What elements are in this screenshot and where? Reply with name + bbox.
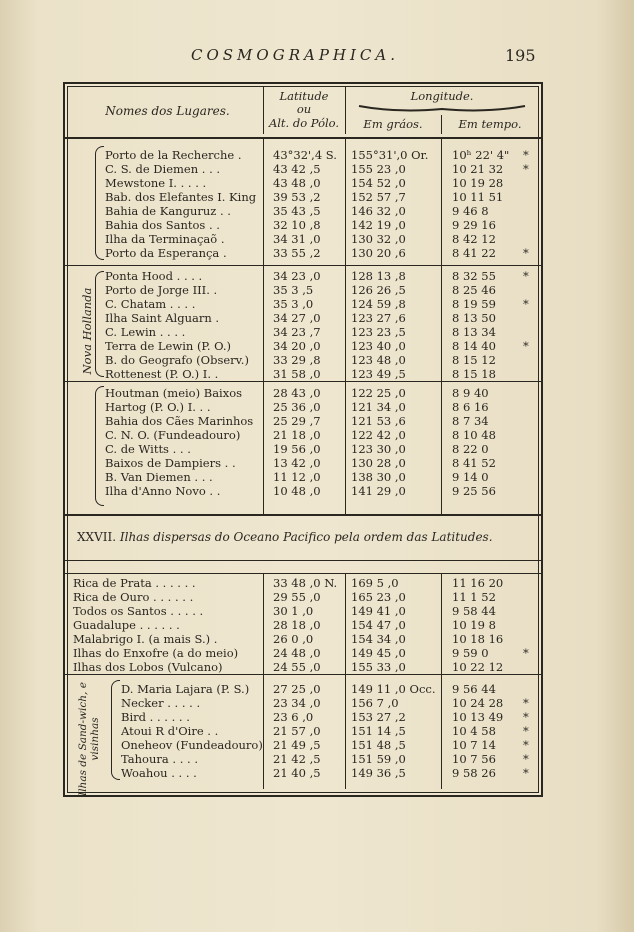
table-row (65, 442, 541, 456)
cell-name: Todos os Santos . . . . . (73, 604, 204, 618)
cell-lat: 43°32',4 S. (273, 148, 337, 162)
cell-lon: 154 47 ,0 (351, 618, 406, 632)
cell-lon: 151 14 ,5 (351, 724, 406, 738)
cell-star: * (523, 766, 529, 780)
cell-time: 8 9 40 (452, 386, 489, 400)
cell-lat: 34 23 ,0 (273, 269, 321, 283)
cell-lat: 35 3 ,0 (273, 297, 314, 311)
cell-lat: 25 36 ,0 (273, 400, 321, 414)
cell-time: 11 16 20 (452, 576, 504, 590)
cell-time: 8 19 59 (452, 297, 496, 311)
cell-lon: 169 5 ,0 (351, 576, 399, 590)
cell-lat: 34 27 ,0 (273, 311, 321, 325)
cell-time: 10 22 12 (452, 660, 504, 674)
cell-name: D. Maria Lajara (P. S.) (121, 682, 250, 696)
cell-name: Woahou . . . . (121, 766, 197, 780)
table-row (65, 325, 541, 339)
cell-lon: 149 41 ,0 (351, 604, 406, 618)
cell-lat: 39 53 ,2 (273, 190, 321, 204)
cell-star: * (523, 269, 529, 283)
cell-name: Ponta Hood . . . . (105, 269, 203, 283)
table-row (65, 632, 541, 646)
cell-star: * (523, 724, 529, 738)
cell-lat: 43 48 ,0 (273, 176, 321, 190)
cell-name: Bahia dos Santos . . (105, 218, 220, 232)
header-longitude: Longitude. (410, 89, 474, 103)
cell-name: Bab. dos Elefantes I. King (105, 190, 257, 204)
cell-lat: 21 49 ,5 (273, 738, 321, 752)
cell-lon: 151 59 ,0 (351, 752, 406, 766)
cell-time: 9 25 56 (452, 484, 496, 498)
section-title: Ilhas dispersas do Oceano Pacifico pela ordem das Latitudes. (119, 530, 493, 544)
table-row (65, 283, 541, 297)
cell-star: * (523, 752, 529, 766)
cell-lon: 154 34 ,0 (351, 632, 406, 646)
cell-lat: 33 55 ,2 (273, 246, 321, 260)
cell-star: * (523, 148, 529, 162)
cell-star: * (523, 246, 529, 260)
table-row (65, 646, 541, 660)
coordinates-table (63, 82, 543, 797)
cell-time: 10 4 58 (452, 724, 496, 738)
cell-lat: 35 3 ,5 (273, 283, 314, 297)
cell-lat: 23 34 ,0 (273, 696, 321, 710)
header-em-tempo: Em tempo. (458, 117, 522, 131)
cell-lon: 141 29 ,0 (351, 484, 406, 498)
cell-lon: 165 23 ,0 (351, 590, 406, 604)
cell-name: C. Chatam . . . . (105, 297, 196, 311)
cell-lon: 151 48 ,5 (351, 738, 406, 752)
cell-name: C. N. O. (Fundeadouro) (105, 428, 241, 442)
table-row (65, 752, 541, 766)
cell-lat: 24 48 ,0 (273, 646, 321, 660)
cell-name: Houtman (meio) Baixos (105, 386, 243, 400)
cell-name: Guadalupe . . . . . . (73, 618, 180, 632)
cell-time: 9 58 44 (452, 604, 496, 618)
group-label-nova-hollanda: Nova Hollanda (80, 287, 94, 375)
cell-lon: 122 42 ,0 (351, 428, 406, 442)
table-row (65, 400, 541, 414)
cell-time: 8 13 34 (452, 325, 496, 339)
cell-name: Ilha d'Anno Novo . . (105, 484, 221, 498)
header-names: Nomes dos Lugares. (105, 104, 230, 118)
cell-lat: 26 0 ,0 (273, 632, 314, 646)
cell-name: Ilha Saint Alguarn . (105, 311, 220, 325)
table-row (65, 428, 541, 442)
table-row (65, 218, 541, 232)
cell-lon: 154 52 ,0 (351, 176, 406, 190)
cell-star: * (523, 710, 529, 724)
cell-lat: 30 1 ,0 (273, 604, 314, 618)
cell-lat: 23 6 ,0 (273, 710, 314, 724)
table-row (65, 738, 541, 752)
cell-lat: 35 43 ,5 (273, 204, 321, 218)
cell-lon: 126 26 ,5 (351, 283, 406, 297)
cell-lon: 123 30 ,0 (351, 442, 406, 456)
table-row (65, 470, 541, 484)
cell-lat: 24 55 ,0 (273, 660, 321, 674)
cell-time: 8 15 18 (452, 367, 496, 381)
cell-time: 10 7 56 (452, 752, 496, 766)
cell-name: Necker . . . . . (121, 696, 201, 710)
cell-name: Porto de Jorge III. . (105, 283, 218, 297)
cell-lat: 21 40 ,5 (273, 766, 321, 780)
table-row (65, 353, 541, 367)
cell-lat: 34 20 ,0 (273, 339, 321, 353)
cell-time: 10 21 32 (452, 162, 504, 176)
cell-time: 8 14 40 (452, 339, 496, 353)
cell-lon: 155°31',0 Or. (351, 148, 429, 162)
cell-lat: 11 12 ,0 (273, 470, 321, 484)
cell-lat: 28 43 ,0 (273, 386, 321, 400)
table-row (65, 604, 541, 618)
cell-lon: 130 20 ,6 (351, 246, 406, 260)
cell-name: C. de Witts . . . (105, 442, 191, 456)
cell-time: 8 22 0 (452, 442, 489, 456)
brace-ornament (357, 104, 527, 114)
cell-lon: 123 27 ,6 (351, 311, 406, 325)
cell-time: 10 24 28 (452, 696, 504, 710)
cell-name: C. S. de Diemen . . . (105, 162, 221, 176)
cell-lon: 123 40 ,0 (351, 339, 406, 353)
cell-name: Ilha da Terminaçaõ . (105, 232, 225, 246)
cell-lat: 21 57 ,0 (273, 724, 321, 738)
cell-lat: 28 18 ,0 (273, 618, 321, 632)
cell-time: 8 10 48 (452, 428, 496, 442)
cell-lon: 128 13 ,8 (351, 269, 406, 283)
cell-lat: 33 29 ,8 (273, 353, 321, 367)
cell-name: Bahia de Kanguruz . . (105, 204, 231, 218)
cell-time: 9 46 8 (452, 204, 489, 218)
cell-lat: 34 31 ,0 (273, 232, 321, 246)
cell-lon: 152 57 ,7 (351, 190, 406, 204)
cell-time: 9 58 26 (452, 766, 496, 780)
cell-name: Rica de Ouro . . . . . . (73, 590, 194, 604)
running-title: COSMOGRAPHICA. (191, 46, 399, 64)
cell-time: 10 18 16 (452, 632, 504, 646)
cell-time: 8 32 55 (452, 269, 496, 283)
cell-name: Hartog (P. O.) I. . . (105, 400, 211, 414)
cell-name: Tahoura . . . . (121, 752, 198, 766)
cell-lat: 33 48 ,0 N. (273, 576, 338, 590)
header-lat-2: ou (296, 102, 312, 116)
cell-star: * (523, 339, 529, 353)
cell-star: * (523, 646, 529, 660)
cell-name: B. Van Diemen . . . (105, 470, 213, 484)
table-row (65, 246, 541, 260)
cell-lat: 34 23 ,7 (273, 325, 321, 339)
cell-lat: 21 18 ,0 (273, 428, 321, 442)
cell-name: Atoui R d'Oire . . (121, 724, 219, 738)
cell-lon: 142 19 ,0 (351, 218, 406, 232)
cell-time: 8 41 22 (452, 246, 496, 260)
cell-lat: 19 56 ,0 (273, 442, 321, 456)
table-row (65, 176, 541, 190)
cell-lon: 121 34 ,0 (351, 400, 406, 414)
table-row (65, 367, 541, 381)
cell-lon: 123 49 ,5 (351, 367, 406, 381)
cell-name: Porto da Esperança . (105, 246, 227, 260)
cell-name: C. Lewin . . . . (105, 325, 186, 339)
cell-time: 8 15 12 (452, 353, 496, 367)
table-row (65, 576, 541, 590)
cell-lon: 124 59 ,8 (351, 297, 406, 311)
table-row (65, 456, 541, 470)
cell-name: B. do Geografo (Observ.) (105, 353, 249, 367)
table-row (65, 484, 541, 498)
cell-lon: 130 32 ,0 (351, 232, 406, 246)
cell-lat: 29 55 ,0 (273, 590, 321, 604)
table-row (65, 710, 541, 724)
table-row (65, 696, 541, 710)
table-row (65, 297, 541, 311)
cell-lat: 27 25 ,0 (273, 682, 321, 696)
cell-time: 8 6 16 (452, 400, 489, 414)
cell-time: 10 19 28 (452, 176, 504, 190)
section-number: XXVII. (77, 530, 117, 544)
cell-star: * (523, 738, 529, 752)
cell-lon: 155 23 ,0 (351, 162, 406, 176)
cell-lat: 31 58 ,0 (273, 367, 321, 381)
table-row (65, 162, 541, 176)
cell-lon: 123 48 ,0 (351, 353, 406, 367)
cell-name: Ilhas dos Lobos (Vulcano) (73, 660, 223, 674)
cell-name: Rica de Prata . . . . . . (73, 576, 196, 590)
section-heading-xxvii (77, 530, 533, 544)
table-row (65, 414, 541, 428)
cell-time: 10ʰ 22' 4" (452, 148, 510, 162)
table-row (65, 269, 541, 283)
cell-time: 9 29 16 (452, 218, 496, 232)
page-number: 195 (505, 46, 536, 65)
cell-lat: 10 48 ,0 (273, 484, 321, 498)
table-row (65, 660, 541, 674)
cell-name: Oneheov (Fundeadouro) (121, 738, 263, 752)
cell-lon: 121 53 ,6 (351, 414, 406, 428)
cell-lon: 122 25 ,0 (351, 386, 406, 400)
cell-lat: 25 29 ,7 (273, 414, 321, 428)
cell-star: * (523, 696, 529, 710)
cell-time: 11 1 52 (452, 590, 496, 604)
cell-lat: 43 42 ,5 (273, 162, 321, 176)
header-em-graos: Em gráos. (363, 117, 423, 131)
cell-star: * (523, 297, 529, 311)
cell-time: 8 42 12 (452, 232, 496, 246)
table-row (65, 204, 541, 218)
cell-name: Porto de la Recherche . (105, 148, 242, 162)
cell-time: 9 56 44 (452, 682, 496, 696)
cell-lat: 32 10 ,8 (273, 218, 321, 232)
table-row (65, 724, 541, 738)
table-row (65, 766, 541, 780)
header-lat-1: Latitude (279, 89, 329, 103)
cell-time: 10 19 8 (452, 618, 496, 632)
group-label-sandwich: Ilhas de Sand-wich, e visinhas (77, 682, 101, 796)
cell-time: 10 13 49 (452, 710, 504, 724)
cell-star: * (523, 162, 529, 176)
cell-time: 8 25 46 (452, 283, 496, 297)
table-row (65, 232, 541, 246)
cell-name: Rottenest (P. O.) I. . (105, 367, 219, 381)
cell-name: Terra de Lewin (P. O.) (105, 339, 232, 353)
cell-lat: 21 42 ,5 (273, 752, 321, 766)
cell-lon: 149 36 ,5 (351, 766, 406, 780)
table-row (65, 190, 541, 204)
table-row (65, 311, 541, 325)
table-header (65, 87, 541, 139)
cell-time: 10 11 51 (452, 190, 504, 204)
cell-name: Bird . . . . . . (121, 710, 190, 724)
table-row (65, 618, 541, 632)
table-row (65, 148, 541, 162)
cell-time: 9 59 0 (452, 646, 489, 660)
cell-name: Mewstone I. . . . . (105, 176, 207, 190)
cell-lon: 123 23 ,5 (351, 325, 406, 339)
cell-name: Baixos de Dampiers . . (105, 456, 236, 470)
cell-lon: 138 30 ,0 (351, 470, 406, 484)
cell-lon: 155 33 ,0 (351, 660, 406, 674)
table-row (65, 386, 541, 400)
cell-lon: 149 11 ,0 Occ. (351, 682, 436, 696)
cell-time: 10 7 14 (452, 738, 496, 752)
table-row (65, 339, 541, 353)
cell-name: Bahia dos Cães Marinhos (105, 414, 254, 428)
cell-lon: 156 7 ,0 (351, 696, 399, 710)
cell-lon: 149 45 ,0 (351, 646, 406, 660)
cell-time: 8 7 34 (452, 414, 489, 428)
table-row (65, 590, 541, 604)
table-row (65, 682, 541, 696)
cell-name: Ilhas do Enxofre (a do meio) (73, 646, 239, 660)
cell-name: Malabrigo I. (a mais S.) . (73, 632, 218, 646)
header-lat-3: Alt. do Pólo. (268, 116, 340, 130)
cell-time: 8 41 52 (452, 456, 496, 470)
cell-time: 8 13 50 (452, 311, 496, 325)
cell-lon: 130 28 ,0 (351, 456, 406, 470)
cell-lon: 146 32 ,0 (351, 204, 406, 218)
cell-lat: 13 42 ,0 (273, 456, 321, 470)
cell-time: 9 14 0 (452, 470, 489, 484)
cell-lon: 153 27 ,2 (351, 710, 406, 724)
